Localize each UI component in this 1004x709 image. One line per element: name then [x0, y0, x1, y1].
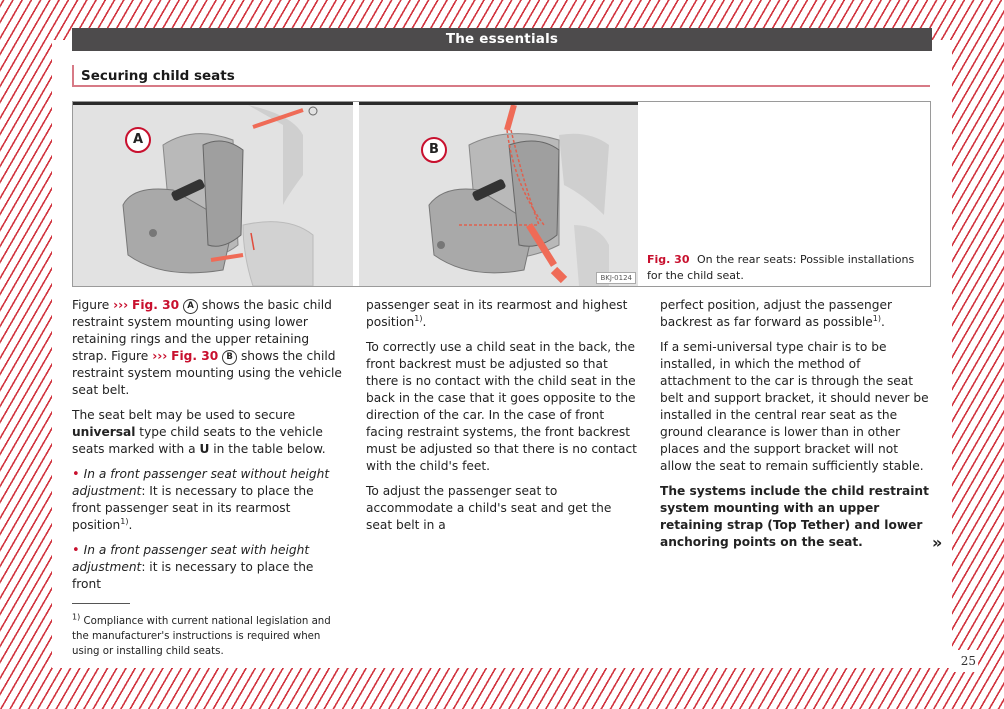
figure-link[interactable]: Fig. 30 — [171, 349, 219, 363]
paragraph: The seat belt may be used to secure universal type child seats to the vehicle seats marked with a U in the table below. — [72, 408, 326, 456]
paragraph: perfect position, adjust the passenger backrest as far forward as possible$^{1)}$. — [660, 298, 892, 329]
page-number: 25 — [960, 654, 976, 668]
continue-arrow-icon: » — [932, 533, 943, 552]
figure-30 — [72, 101, 931, 287]
bold-paragraph: The systems include the child restraint system mounting with an upper retaining strap (Top Tether) and lower anchoring points on the seat. — [660, 484, 929, 549]
paragraph: To adjust the passenger seat to accommodate a child's seat and get the seat belt in a — [366, 484, 612, 532]
figure-code: BKJ-0124 — [596, 272, 636, 284]
footnote: $^{1)}$ Compliance with current national legislation and the manufacturer's instructions is required when using or installing child seats. — [72, 612, 331, 657]
child-seat-illustration-b — [359, 105, 638, 286]
panel-label-a: A — [125, 127, 151, 153]
text-column-3 — [660, 297, 932, 559]
paragraph: To correctly use a child seat in the back, the front backrest must be adjusted so that there is no contact with the child seat in the back in the case that it goes opposite to the direction of the car. In the case of front facing restraint systems, the front backrest must be adjusted so that there is no contact with the child's feet. — [366, 340, 637, 473]
bullet-item: • In a front passenger seat with height adjustment: it is necessary to place the front — [72, 543, 314, 591]
callout-a-badge: A — [183, 299, 198, 314]
paragraph: Figure ››› Fig. 30 A shows the basic child restraint system mounting using lower retaining rings and the upper retaining strap. Figure ››› Fig. 30 B shows the child restraint system mounting using the vehicle seat belt. — [72, 298, 342, 397]
child-seat-illustration-a — [73, 105, 353, 286]
footnote-ref: 1) — [120, 516, 129, 526]
footnote-ref: 1) — [872, 313, 881, 323]
paragraph: If a semi-universal type chair is to be installed, in which the method of attachment to the car is through the seat belt and support bracket, it should never be installed in the central rear seat as the ground clearance is lower than in other places and the support bracket will not allow the seat to remain sufficiently stable. — [660, 340, 929, 473]
chapter-header: The essentials — [72, 28, 932, 51]
figure-caption-ref: Fig. 30 — [647, 253, 690, 266]
footnote-divider — [72, 603, 130, 604]
figure-caption — [647, 252, 927, 284]
bullet-icon: • — [72, 467, 80, 482]
figure-link-arrow[interactable]: ››› — [152, 349, 168, 363]
text-column-2 — [366, 297, 638, 542]
figure-panel-b — [359, 102, 638, 286]
callout-b-badge: B — [222, 350, 237, 365]
figure-link[interactable]: Fig. 30 — [132, 298, 180, 312]
bullet-icon: • — [72, 543, 80, 558]
paragraph: passenger seat in its rearmost and highest position$^{1)}$. — [366, 298, 628, 329]
section-title: Securing child seats — [72, 65, 930, 87]
figure-caption-text: On the rear seats: Possible installations for the child seat. — [647, 253, 915, 282]
footnote-marker: 1) — [72, 612, 81, 622]
text-column-1 — [72, 297, 344, 601]
figure-panel-a — [73, 102, 353, 286]
bullet-item: • In a front passenger seat without height adjustment: It is necessary to place the front passenger seat in its rearmost position$^{1)}$. — [72, 467, 330, 532]
figure-link-arrow[interactable]: ››› — [113, 298, 129, 312]
footnote-ref: 1) — [414, 313, 423, 323]
panel-label-b: B — [421, 137, 447, 163]
